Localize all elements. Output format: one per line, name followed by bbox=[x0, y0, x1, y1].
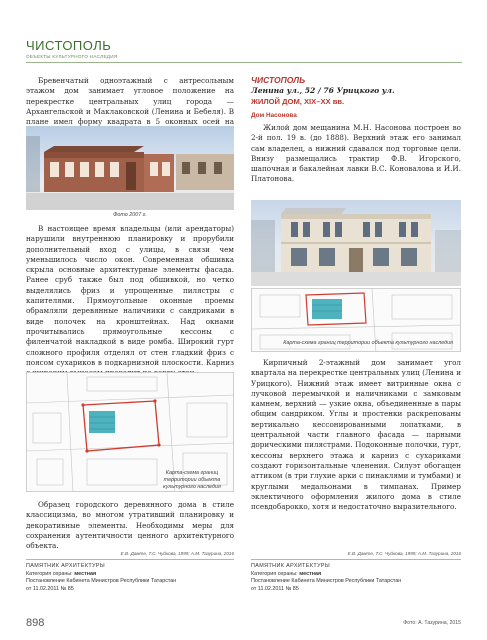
photo-credit: Фото: А. Тазурина, 2015 bbox=[403, 620, 461, 626]
left-photo-caption: Фото 2007 г. bbox=[113, 212, 147, 218]
right-description-text: Кирпичный 2-этажный дом занимает угол квартала на перекрестке центральных улиц (Ленина и Урицкого). Нижний этаж имеет витринные окна с лучковой перемычкой и наличниками с замковым камнем, верхний — узкие окна, объединенные в пары общим сандриком. Углы и простенки раскрепованы вертикально кессонированными лопатками, в центральной части главного фасада — парными дорическими пилястрами. Подоконные полочки, гурт, кессоны верхнего этажа и карниз с сухариками создают горизонтальные членения. Силуэт обогащен аттиком (в три глухие арки с пинаклями и тумбами) и круглыми медальонами в тимпанах. Пример эклектичного оформления жилого дома в стиле псевдобарокко, хотя и недостаточно выразительного. bbox=[251, 358, 461, 512]
left-intro-text: Бревенчатый одноэтажный с антресольным этажом дом занимает угловое положение на перекрестке центральных улиц города — Архангельской и Маклаковской (Ленина и Бебеля). В плане имел форму квадрата в 5 оконных осей на bbox=[26, 76, 234, 127]
right-building-type: ЖИЛОЙ ДОМ, XIX–XX вв. bbox=[251, 97, 345, 106]
right-decree-date: от 11.02.2011 № 85 bbox=[251, 585, 299, 592]
left-monument-type: ПАМЯТНИК АРХИТЕКТУРЫ bbox=[26, 563, 106, 569]
left-conclusion-text: Образец городского деревянного дома в стиле классицизма, во многом утративший планировку и декоративные элементы. Необходимы меры для сохранения аутентичности ценного архитектурного объекта. bbox=[26, 500, 234, 551]
right-protection-category: Категория охраны: местная bbox=[251, 570, 322, 577]
header-divider bbox=[26, 62, 462, 63]
left-protection-category: Категория охраны: местная bbox=[26, 570, 97, 577]
left-decree-date: от 11.02.2011 № 85 bbox=[26, 585, 74, 592]
right-building-photo bbox=[251, 200, 461, 286]
right-owner: Дом Насонова bbox=[251, 112, 297, 119]
right-footer-divider bbox=[251, 559, 461, 560]
right-address: Ленина ул., 52 / 76 Урицкого ул. bbox=[251, 86, 395, 95]
left-decree: Постановление Кабинета Министров Республики Татарстан bbox=[26, 578, 177, 585]
right-monument-info bbox=[251, 563, 461, 593]
right-decree: Постановление Кабинета Министров Республики Татарстан bbox=[251, 578, 402, 585]
left-map-caption: Карта-схема границ территории объекта культурного наследия bbox=[163, 470, 221, 490]
section-title: ЧИСТОПОЛЬ bbox=[26, 38, 112, 53]
right-map-caption: Карта-схема границ территории объекта культурного наследия bbox=[283, 340, 453, 346]
right-history-text: Жилой дом мещанина М.Н. Насонова построен во 2-й пол. 19 в. (до 1888). Верхний этаж его занимал сам владелец, а нижний сдавался под торговые цели. Внизу размещались трактир Ф.В. Игорского, шапочная и бакалейная лавки В.С. Коновалова и И.И. Платонова. bbox=[251, 123, 461, 184]
left-building-photo bbox=[26, 126, 234, 210]
page-number: 898 bbox=[26, 617, 45, 629]
right-monument-type: ПАМЯТНИК АРХИТЕКТУРЫ bbox=[251, 563, 331, 569]
section-subtitle: ОБЪЕКТЫ КУЛЬТУРНОГО НАСЛЕДИЯ bbox=[26, 54, 118, 59]
left-monument-info bbox=[26, 563, 234, 593]
left-footer-divider bbox=[26, 559, 234, 560]
right-city: ЧИСТОПОЛЬ bbox=[251, 75, 306, 85]
left-authors: Е.В. Дамте, Т.С. Чуйкова, 1999; А.М. Тазурина, 2016 bbox=[120, 551, 234, 556]
right-authors: Е.В. Дамте, Т.С. Чуйкова, 1999; А.М. Тазурина, 2016 bbox=[347, 551, 461, 556]
left-description-text: В настоящее время владельцы (или арендаторы) нарушили внутреннюю планировку и прорубили дополнительный вход с улицы, в связи чем уменьшилось число окон. Современная обшивка скрыла основные архитектурные элементы фасада. Ранее сруб также был под обшивкой, но четко выделялись фриз и упрощенные пилястры с капителями. Прямоугольные оконные проемы обрамляли деревянные наличники с сандриками в виде полочек на кронштейнах. Над окнами прочитывались прямоугольные кессоны с филенчатой накладкой в виде ромба. Широкий гурт сложного профиля отделял от стен гладкий фриз с поясом сухариков в подкарнизной плоскости. Карниз bbox=[26, 224, 234, 367]
